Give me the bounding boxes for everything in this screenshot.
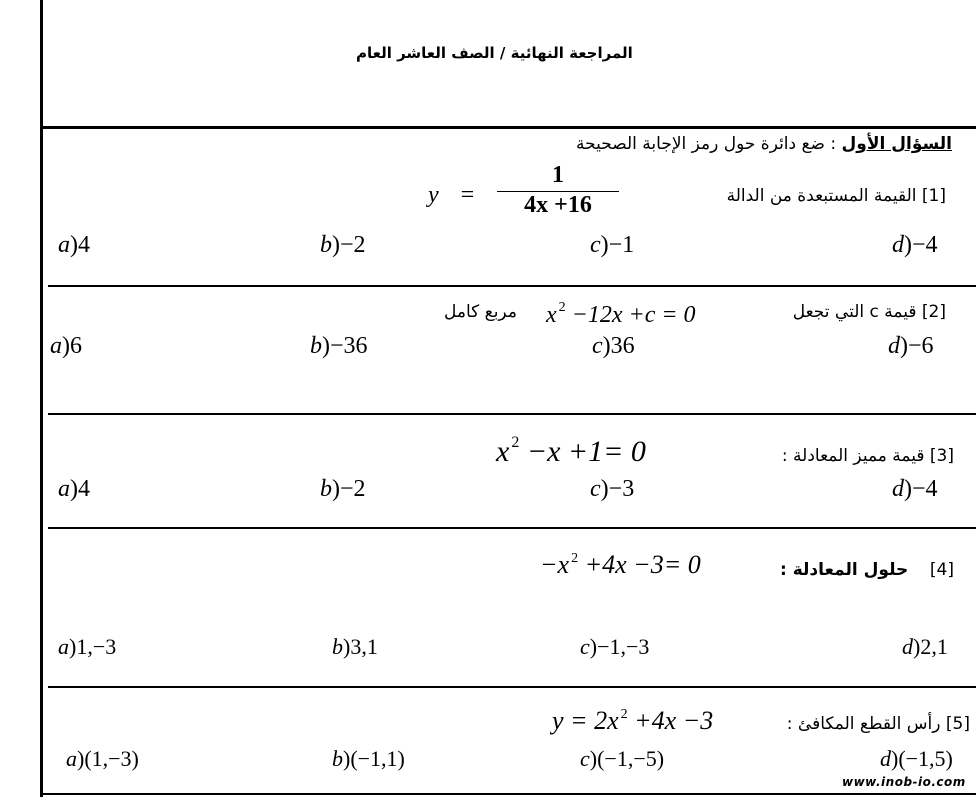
question-2-number-text (793, 302, 946, 322)
question-4-formula: −x $^2$ +4x −3= 0 (540, 550, 701, 579)
question-5-option-a[interactable]: a)(1,−3) (66, 746, 139, 771)
question-5-option-b[interactable]: b)(−1,1) (332, 746, 405, 771)
question-4-label: حلول المعادلة : (780, 560, 909, 580)
question-5-label: رأس القطع المكافئ : (786, 714, 941, 734)
question-3-formula: x $^2$ −x +1= 0 (496, 434, 646, 468)
bottom-line (42, 793, 976, 795)
question-1-number: [1] (921, 186, 946, 206)
question-5-option-d[interactable]: d)(−1,5) (880, 746, 953, 771)
question-3-text (782, 446, 954, 466)
question-2-option-c[interactable]: c)36 (592, 333, 635, 359)
question-5-option-c[interactable]: c)(−1,−5) (580, 746, 665, 771)
question-3-label: قيمة مميز المعادلة : (781, 446, 925, 466)
question-1-fraction (493, 162, 623, 219)
question-5-number: [5] (945, 714, 970, 734)
section-heading (576, 134, 952, 154)
question-1-text (727, 186, 946, 206)
question-3-option-a[interactable]: a)4 (58, 476, 90, 502)
watermark-text: www.inob-io.com (842, 775, 966, 789)
section-instruction: : ضع دائرة حول رمز الإجابة الصحيحة (576, 134, 842, 154)
question-4-number: [4] (929, 560, 954, 580)
question-3-option-c[interactable]: c)−3 (590, 476, 635, 502)
question-4-option-d[interactable]: d)2,1 (902, 634, 948, 659)
question-4-text (780, 560, 954, 580)
question-2-option-b[interactable]: b)−36 (310, 333, 368, 359)
page-title: المراجعة النهائية / الصف العاشر العام (356, 44, 633, 62)
question-4-option-a[interactable]: a)1,−3 (58, 634, 117, 659)
header-divider (42, 126, 976, 129)
question-4-divider (48, 686, 976, 688)
question-1-option-c[interactable]: c)−1 (590, 232, 635, 258)
question-1-option-a[interactable]: a)4 (58, 232, 90, 258)
fraction-numerator: 1 (552, 162, 564, 188)
formula-equals: = (460, 182, 475, 208)
formula-y: y (428, 182, 439, 208)
question-3-option-b[interactable]: b)−2 (320, 476, 366, 502)
question-1-divider (48, 285, 976, 287)
question-1-formula-lhs (428, 182, 474, 209)
left-margin-line (40, 0, 43, 797)
fraction-denominator: 4x +16 (524, 192, 592, 218)
question-2-formula: x $^2$ −12x +c = 0 (546, 300, 696, 328)
question-2-option-a[interactable]: a)6 (50, 333, 82, 359)
question-2-option-d[interactable]: d)−6 (888, 333, 934, 359)
question-4-option-c[interactable]: c)−1,−3 (580, 634, 650, 659)
question-3-divider (48, 527, 976, 529)
section-label: السؤال الأول (841, 134, 952, 154)
question-2-divider (48, 413, 976, 415)
question-2-number: [2] (921, 302, 946, 322)
question-3-option-d[interactable]: d)−4 (892, 476, 938, 502)
question-1-label: القيمة المستبعدة من الدالة (726, 186, 917, 206)
question-2-label: قيمة c التي تجعل (792, 302, 917, 322)
question-4-option-b[interactable]: b)3,1 (332, 634, 378, 659)
question-2-suffix: مربع كامل (444, 302, 517, 322)
question-1-option-b[interactable]: b)−2 (320, 232, 366, 258)
question-3-number: [3] (929, 446, 954, 466)
question-5-formula: y = 2x $^2$ +4x −3 (552, 706, 714, 735)
question-1-option-d[interactable]: d)−4 (892, 232, 938, 258)
question-5-text (787, 714, 970, 734)
